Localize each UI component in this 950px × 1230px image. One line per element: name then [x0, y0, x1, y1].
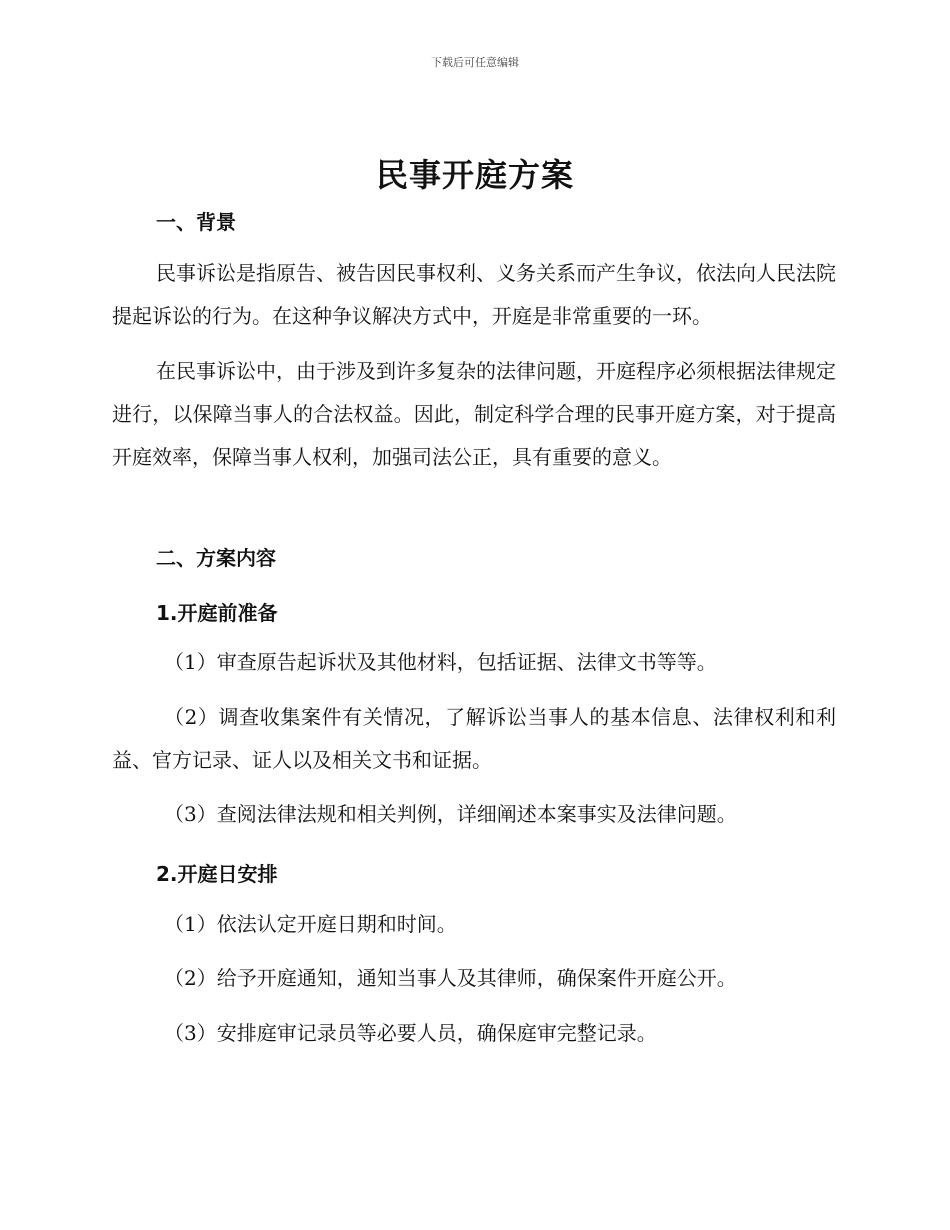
background-paragraph-1: 民事诉讼是指原告、被告因民事权利、义务关系而产生争议，依法向人民法院提起诉讼的行为。在这种争议解决方式中，开庭是非常重要的一环。 [112, 261, 836, 328]
trial-day-item-2: （2）给予开庭通知，通知当事人及其律师，确保案件开庭公开。 [164, 966, 737, 990]
section-heading-background: 一、背景 [156, 210, 236, 234]
page-header-note: 下载后可任意编辑 [431, 56, 519, 69]
subsection-heading-trial-day: 2.开庭日安排 [156, 862, 278, 886]
pretrial-prep-item-3: （3）查阅法律法规和相关判例，详细阐述本案事实及法律问题。 [164, 802, 737, 826]
subsection-heading-pretrial-prep: 1.开庭前准备 [156, 601, 278, 625]
trial-day-item-1: （1）依法认定开庭日期和时间。 [164, 912, 457, 936]
pretrial-prep-item-1: （1）审查原告起诉状及其他材料，包括证据、法律文书等等。 [164, 650, 717, 674]
document-title: 民事开庭方案 [375, 156, 574, 194]
pretrial-prep-item-2: （2）调查收集案件有关情况，了解诉讼当事人的基本信息、法律权利和利益、官方记录、证人以及相关文书和证据。 [112, 705, 836, 772]
background-paragraph-2: 在民事诉讼中，由于涉及到许多复杂的法律问题，开庭程序必须根据法律规定进行，以保障当事人的合法权益。因此，制定科学合理的民事开庭方案，对于提高开庭效率，保障当事人权利，加强司法公正，具有重要的意义。 [112, 359, 836, 469]
section-heading-plan-content: 二、方案内容 [156, 546, 276, 570]
trial-day-item-3: （3）安排庭审记录员等必要人员，确保庭审完整记录。 [164, 1021, 657, 1045]
